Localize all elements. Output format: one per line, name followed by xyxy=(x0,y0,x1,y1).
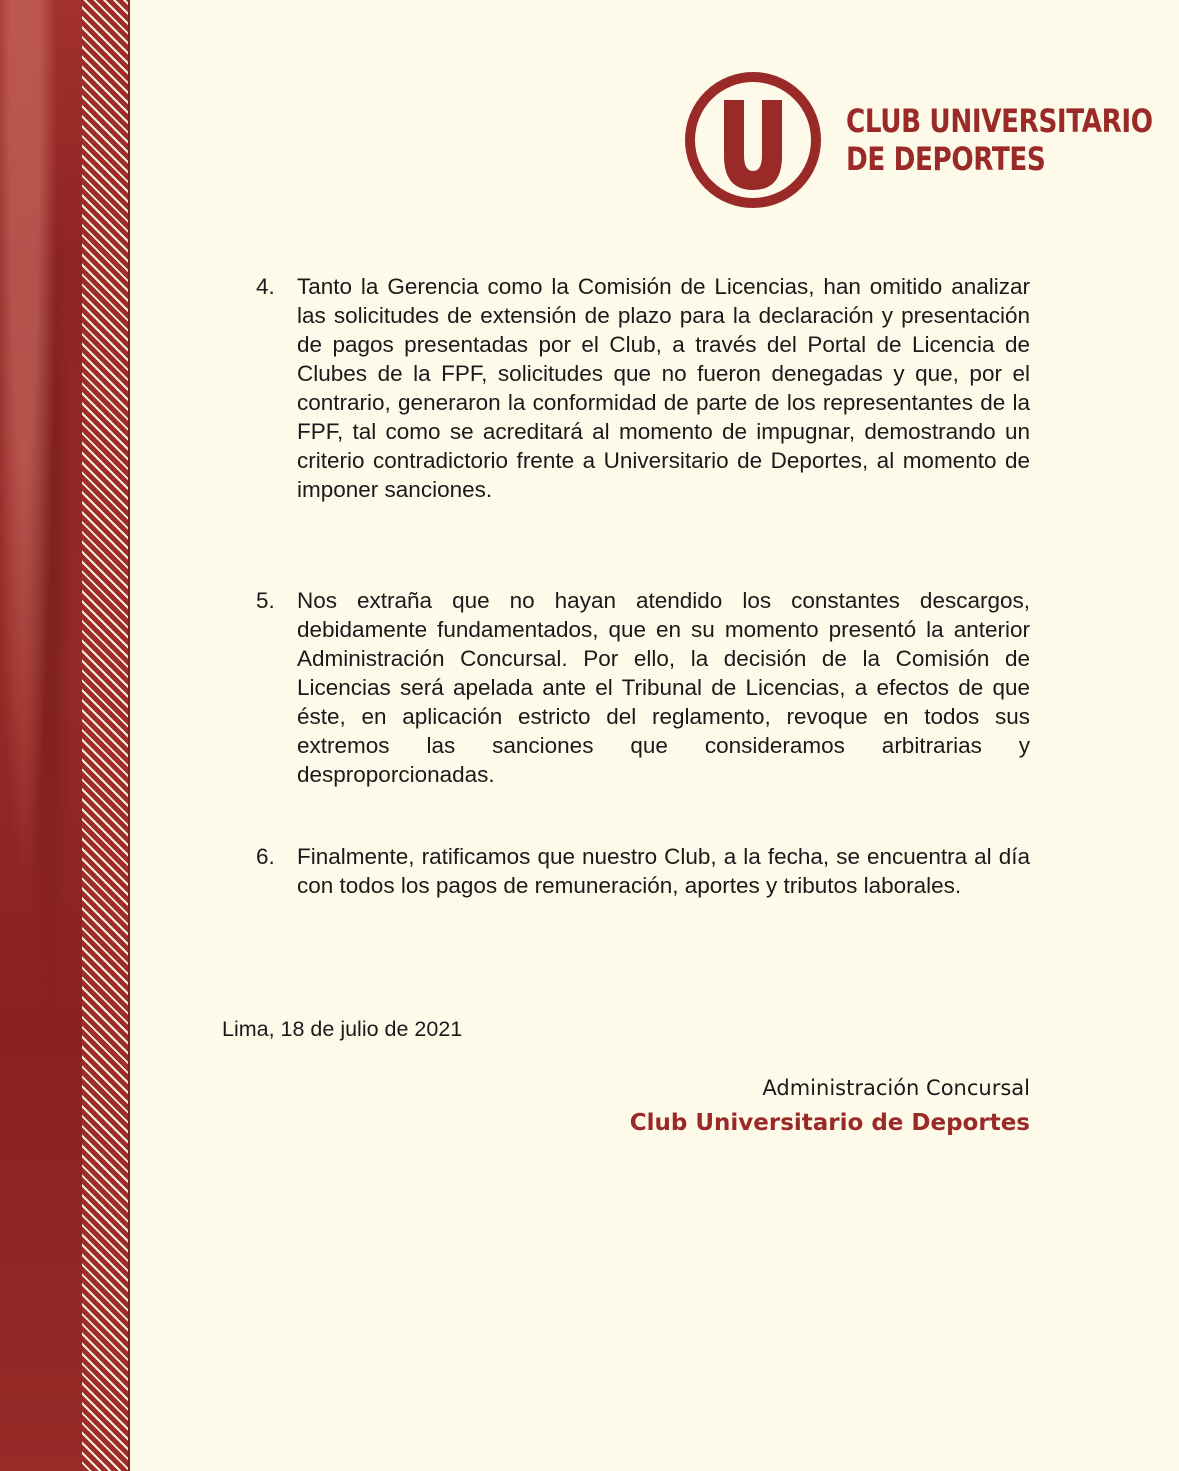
signature-organization: Club Universitario de Deportes xyxy=(629,1110,1030,1136)
list-item xyxy=(256,586,1030,789)
logo-line-1: CLUB UNIVERSITARIO xyxy=(846,102,1153,140)
list-item xyxy=(256,272,1030,504)
decorative-band-edge xyxy=(128,0,130,1471)
item-text: Nos extraña que no hayan atendido los constantes descargos, debidamente fundamentados, que en su momento presentó la anterior Administración Concursal. Por ello, la decisión de la Comisión de Licencias será apelada ante el Tribunal de Licencias, a efectos de que éste, en aplicación estricto del reglamento, revoque en todos sus extremos las sanciones que consideramos arbitrarias y desproporcionadas. xyxy=(297,588,1030,787)
item-text: Finalmente, ratificamos que nuestro Club, a la fecha, se encuentra al día con todos los pagos de remuneración, aportes y tributos laborales. xyxy=(297,844,1030,898)
item-number: 5. xyxy=(256,588,275,613)
decorative-side-band xyxy=(0,0,82,1471)
item-number: 6. xyxy=(256,844,275,869)
u-crest-icon xyxy=(683,70,823,210)
list-item xyxy=(256,842,1030,900)
date-line: Lima, 18 de julio de 2021 xyxy=(222,1017,463,1041)
item-text: Tanto la Gerencia como la Comisión de Licencias, han omitido analizar las solicitudes de extensión de plazo para la declaración y presentación de pagos presentadas por el Club, a través del Portal de Licencia de Clubes de la FPF, solicitudes que no fueron denegadas y que, por el contrario, generaron la conformidad de parte de los representantes de la FPF, tal como se acreditará al momento de impugnar, demostrando un criterio contradictorio frente a Universitario de Deportes, al momento de imponer sanciones. xyxy=(297,274,1030,502)
logo-line-2: DE DEPORTES xyxy=(846,140,1046,178)
signature-title: Administración Concursal xyxy=(762,1076,1030,1100)
logo-wordmark xyxy=(846,102,1153,178)
decorative-stripes xyxy=(82,0,129,1471)
item-number: 4. xyxy=(256,274,275,299)
